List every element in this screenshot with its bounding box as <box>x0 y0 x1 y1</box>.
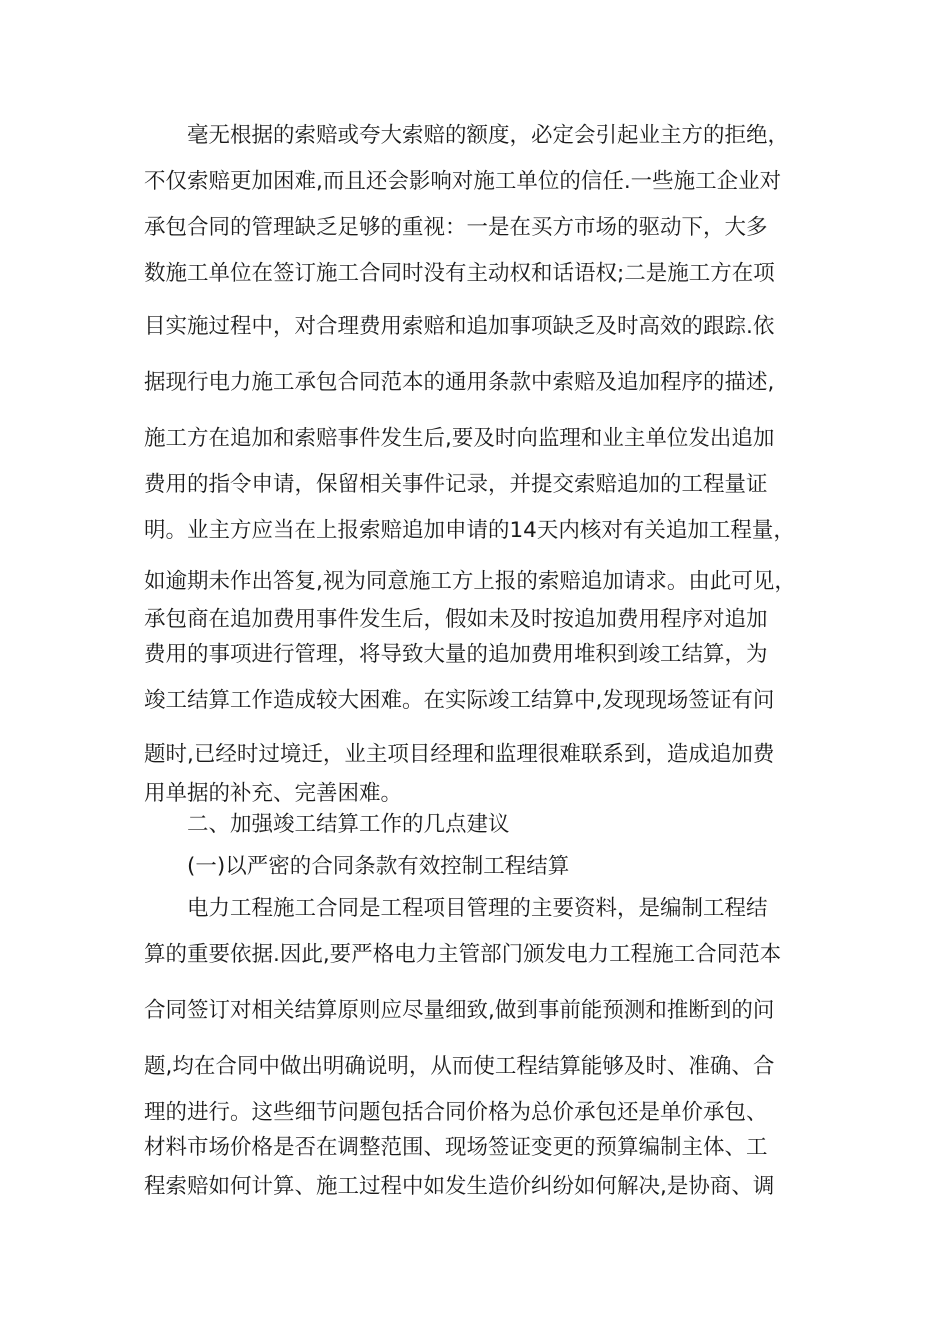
section-heading: 二、加强竣工结算工作的几点建议 <box>144 812 510 837</box>
body-text-line: 数施工单位在签订施工合同时没有主动权和话语权;二是施工方在项 <box>144 261 775 286</box>
body-text-line: 承包合同的管理缺乏足够的重视：一是在买方市场的驱动下，大多 <box>144 215 768 240</box>
body-text-line: 竣工结算工作造成较大困难。在实际竣工结算中,发现现场签证有问 <box>144 688 775 713</box>
body-text-line: 毫无根据的索赔或夸大索赔的额度，必定会引起业主方的拒绝， <box>144 123 790 148</box>
body-text-line: 据现行电力施工承包合同范本的通用条款中索赔及追加程序的描述, <box>144 370 775 395</box>
body-text-line: 程索赔如何计算、施工过程中如发生造价纠纷如何解决,是协商、调 <box>144 1174 775 1199</box>
body-text-line: 材料市场价格是否在调整范围、现场签证变更的预算编制主体、工 <box>144 1135 768 1160</box>
body-text-line: 题,均在合同中做出明确说明，从而使工程结算能够及时、准确、合 <box>144 1054 775 1079</box>
body-text-line: 明。业主方应当在上报索赔追加申请的14天内核对有关追加工程量， <box>144 518 795 543</box>
body-text-line: 费用的指令申请，保留相关事件记录，并提交索赔追加的工程量证 <box>144 472 768 497</box>
body-text-line: 用单据的补充、完善困难。 <box>144 781 403 806</box>
body-text-line: 合同签订对相关结算原则应尽量细致,做到事前能预测和推断到的问 <box>144 998 775 1023</box>
body-text-line: 施工方在追加和索赔事件发生后,要及时向监理和业主单位发出追加 <box>144 426 775 451</box>
body-text-line: 不仅索赔更加困难,而且还会影响对施工单位的信任.一些施工企业对 <box>144 169 782 194</box>
body-text-line: 费用的事项进行管理，将导致大量的追加费用堆积到竣工结算，为 <box>144 642 768 667</box>
body-text-line: 算的重要依据.因此,要严格电力主管部门颁发电力工程施工合同范本 <box>144 942 782 967</box>
body-text-line: 承包商在追加费用事件发生后，假如未及时按追加费用程序对追加 <box>144 607 768 632</box>
body-text-line: 目实施过程中，对合理费用索赔和追加事项缺乏及时高效的跟踪.依 <box>144 314 775 339</box>
body-text-line: 如逾期未作出答复,视为同意施工方上报的索赔追加请求。由此可见， <box>144 569 796 594</box>
body-text-line: 电力工程施工合同是工程项目管理的主要资料，是编制工程结 <box>144 896 768 921</box>
body-text-line: 题时,已经时过境迁，业主项目经理和监理很难联系到，造成追加费 <box>144 742 775 767</box>
body-text-line: 理的进行。这些细节问题包括合同价格为总价承包还是单价承包、 <box>144 1100 768 1125</box>
subsection-heading: (一)以严密的合同条款有效控制工程结算 <box>144 854 570 879</box>
